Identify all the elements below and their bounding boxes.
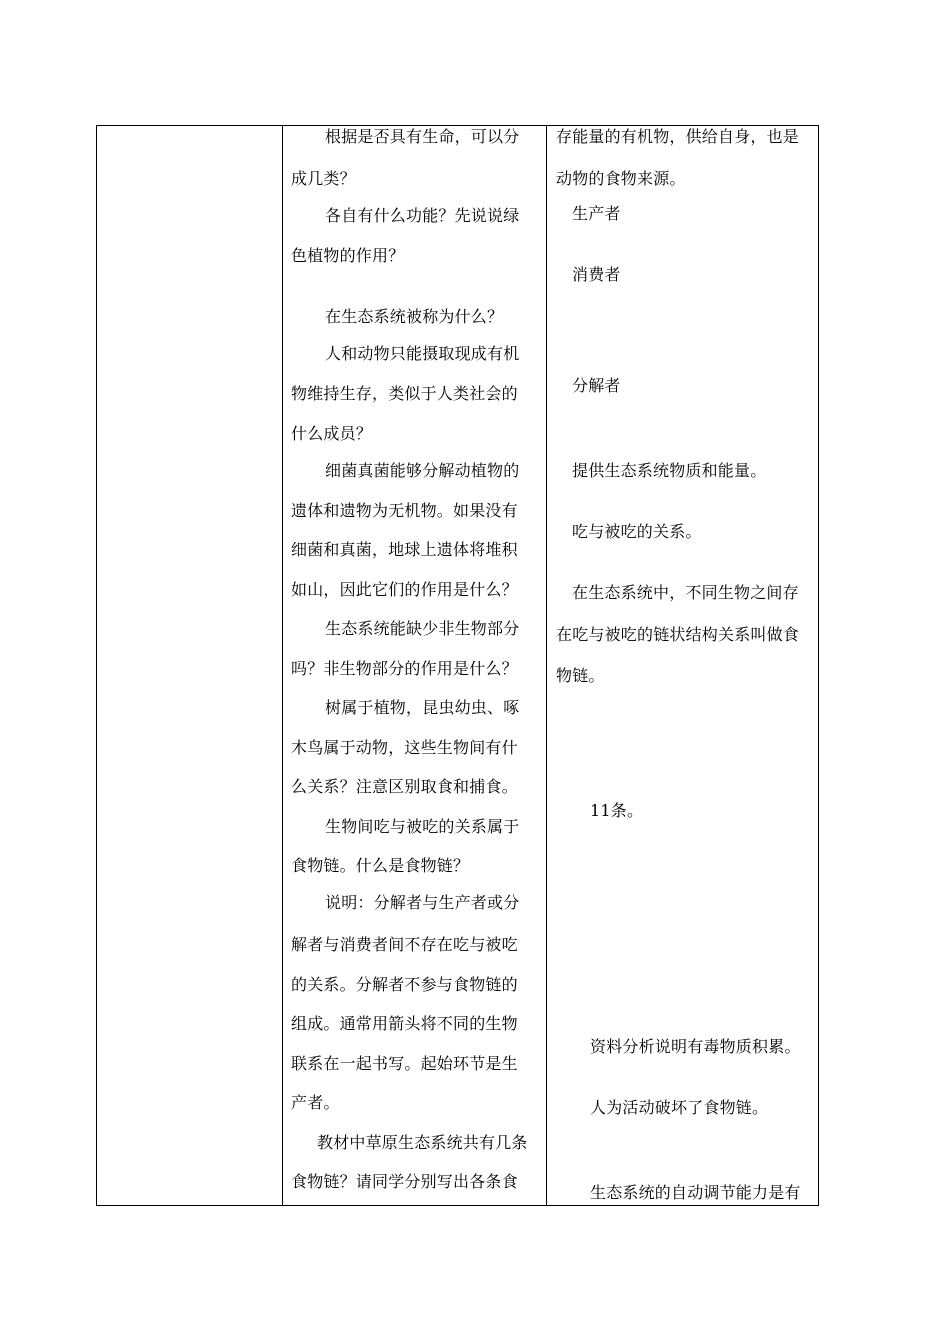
student-text-line: 人为活动破坏了食物链。 (590, 1098, 769, 1117)
teacher-text-line: 么关系？注意区别取食和捕食。 (291, 777, 518, 796)
student-text-line: 存能量的有机物，供给自身，也是 (556, 127, 800, 146)
teacher-text-line: 组成。通常用箭头将不同的生物 (291, 1014, 518, 1033)
left-column-cell (97, 125, 282, 1206)
teacher-text-line: 树属于植物，昆虫幼虫、啄 (325, 698, 520, 717)
student-text-line: 提供生态系统物质和能量。 (572, 461, 767, 480)
student-text-line: 物链。 (556, 666, 605, 685)
teacher-text-line: 遗体和遗物为无机物。如果没有 (291, 501, 518, 520)
teacher-text-line: 说明：分解者与生产者或分 (325, 893, 520, 912)
student-text-line: 生产者 (572, 204, 621, 223)
teacher-text-line: 解者与消费者间不存在吃与被吃 (291, 935, 518, 954)
teacher-text-line: 食物链。什么是食物链？ (291, 856, 470, 875)
teacher-text-line: 人和动物只能摄取现成有机 (325, 344, 520, 363)
teacher-text-line: 如山，因此它们的作用是什么？ (291, 580, 518, 599)
teacher-text-line: 生物间吃与被吃的关系属于 (325, 817, 520, 836)
teacher-text-line: 联系在一起书写。起始环节是生 (291, 1054, 518, 1073)
teacher-text-line: 食物链？请同学分别写出各条食 (291, 1172, 518, 1191)
teacher-text-line: 细菌真菌能够分解动植物的 (325, 461, 520, 480)
student-text-line: 生态系统的自动调节能力是有 (590, 1183, 801, 1202)
student-text-line: 资料分析说明有毒物质积累。 (590, 1037, 801, 1056)
student-text-line: 在吃与被吃的链状结构关系叫做食 (556, 625, 800, 644)
right-column-cell (547, 125, 819, 1206)
teacher-text-line: 产者。 (291, 1093, 340, 1112)
student-text-line: 吃与被吃的关系。 (572, 522, 702, 541)
teacher-text-line: 什么成员？ (291, 424, 373, 443)
teacher-text-line: 各自有什么功能？先说说绿 (325, 206, 520, 225)
teacher-text-line: 在生态系统被称为什么？ (325, 307, 504, 326)
teacher-text-line: 教材中草原生态系统共有几条 (317, 1133, 528, 1152)
student-text-line: 在生态系统中，不同生物之间存 (572, 583, 799, 602)
teacher-text-line: 的关系。分解者不参与食物链的 (291, 975, 518, 994)
student-text-line: 动物的食物来源。 (556, 169, 686, 188)
middle-column-cell (283, 125, 546, 1206)
teacher-text-line: 吗？非生物部分的作用是什么？ (291, 659, 518, 678)
teacher-text-line: 木鸟属于动物，这些生物间有什 (291, 738, 518, 757)
teacher-text-line: 根据是否具有生命，可以分 (325, 127, 520, 146)
teacher-text-line: 成几类？ (291, 169, 356, 188)
teacher-text-line: 细菌和真菌，地球上遗体将堆积 (291, 540, 518, 559)
student-text-line: 消费者 (572, 265, 621, 284)
student-text-line: 分解者 (572, 376, 621, 395)
student-text-line: 11条。 (590, 801, 644, 820)
teacher-text-line: 生态系统能缺少非生物部分 (325, 619, 520, 638)
teacher-text-line: 物维持生存，类似于人类社会的 (291, 384, 518, 403)
teacher-text-line: 色植物的作用？ (291, 246, 405, 265)
